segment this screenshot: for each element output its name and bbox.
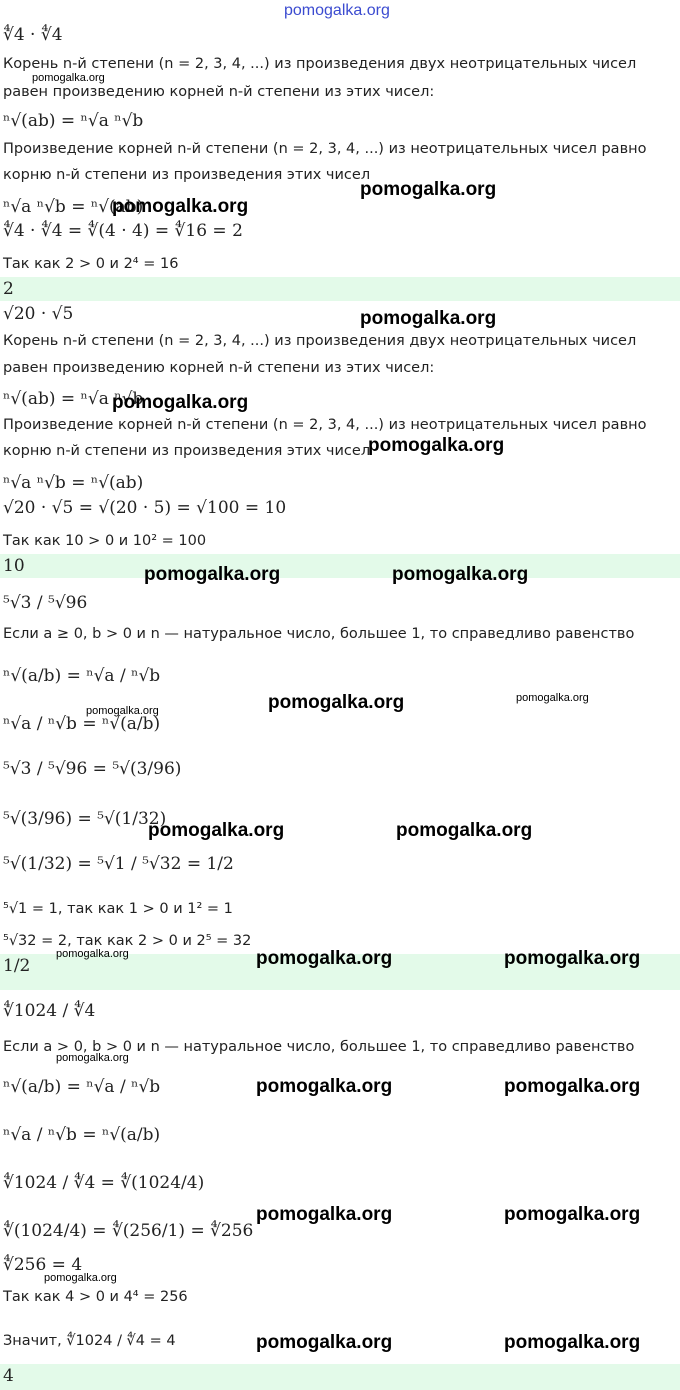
watermark: pomogalka.org: [56, 948, 129, 960]
rule-text: корню n-й степени из произведения этих чисел: [3, 167, 371, 183]
watermark: pomogalka.org: [360, 179, 497, 200]
watermark: pomogalka.org: [144, 564, 281, 585]
expression-3: ⁵√3 / ⁵√96: [3, 593, 88, 613]
formula: ⁿ√(ab) = ⁿ√a ⁿ√b: [3, 389, 144, 409]
rule-text: корню n-й степени из произведения этих чисел: [3, 443, 371, 459]
formula: ⁿ√(a/b) = ⁿ√a / ⁿ√b: [3, 666, 161, 686]
calculation: ⁵√3 / ⁵√96 = ⁵√(3/96): [3, 759, 182, 779]
calculation: √20 · √5 = √(20 · 5) = √100 = 10: [3, 498, 287, 518]
rule-text: Если a ≥ 0, b > 0 и n — натуральное число, большее 1, то справедливо равенство: [3, 626, 635, 642]
rule-text: равен произведению корней n-й степени из этих чисел:: [3, 84, 435, 100]
expression-4: ∜1024 / ∜4: [3, 1001, 96, 1021]
watermark: pomogalka.org: [256, 1204, 393, 1225]
watermark: pomogalka.org: [112, 392, 249, 413]
rule-text: Произведение корней n-й степени (n = 2, 3, 4, ...) из неотрицательных чисел равно: [3, 141, 647, 157]
answer-value: 10: [3, 556, 25, 576]
answer-row: [0, 1364, 680, 1390]
watermark: pomogalka.org: [392, 564, 529, 585]
rule-text: равен произведению корней n-й степени из этих чисел:: [3, 360, 435, 376]
watermark: pomogalka.org: [268, 692, 405, 713]
calculation: ∜4 · ∜4 = ∜(4 · 4) = ∜16 = 2: [3, 221, 243, 241]
check-text: ⁵√32 = 2, так как 2 > 0 и 2⁵ = 32: [3, 933, 252, 949]
rule-text: Корень n-й степени (n = 2, 3, 4, ...) из произведения двух неотрицательных чисел: [3, 56, 637, 72]
calculation: ⁵√(3/96) = ⁵√(1/32): [3, 809, 167, 829]
watermark: pomogalka.org: [256, 1332, 393, 1353]
expression-2: √20 · √5: [3, 304, 74, 324]
watermark: pomogalka.org: [504, 1076, 641, 1097]
formula: ⁿ√a ⁿ√b = ⁿ√(ab): [3, 197, 144, 217]
calculation: ∜256 = 4: [3, 1255, 83, 1275]
calculation: ⁵√(1/32) = ⁵√1 / ⁵√32 = 1/2: [3, 854, 234, 874]
check-text: Так как 4 > 0 и 4⁴ = 256: [3, 1289, 188, 1305]
watermark: pomogalka.org: [368, 435, 505, 456]
watermark: pomogalka.org: [360, 308, 497, 329]
watermark: pomogalka.org: [504, 1204, 641, 1225]
expression-1: ∜4 · ∜4: [3, 25, 63, 45]
check-text: Так как 10 > 0 и 10² = 100: [3, 533, 207, 549]
check-text: Так как 2 > 0 и 2⁴ = 16: [3, 256, 179, 272]
calculation: ∜1024 / ∜4 = ∜(1024/4): [3, 1173, 205, 1193]
watermark: pomogalka.org: [56, 1052, 129, 1064]
watermark: pomogalka.org: [32, 72, 105, 84]
top-watermark: pomogalka.org: [284, 2, 390, 19]
watermark: pomogalka.org: [504, 1332, 641, 1353]
formula: ⁿ√a ⁿ√b = ⁿ√(ab): [3, 473, 144, 493]
answer-row: [0, 554, 680, 578]
formula: ⁿ√a / ⁿ√b = ⁿ√(a/b): [3, 714, 161, 734]
check-text: ⁵√1 = 1, так как 1 > 0 и 1² = 1: [3, 901, 233, 917]
rule-text: Корень n-й степени (n = 2, 3, 4, ...) из произведения двух неотрицательных чисел: [3, 333, 637, 349]
answer-value: 1/2: [3, 956, 31, 976]
answer-row: [0, 277, 680, 301]
watermark: pomogalka.org: [504, 948, 641, 969]
watermark: pomogalka.org: [256, 948, 393, 969]
watermark: pomogalka.org: [516, 692, 589, 704]
answer-value: 4: [3, 1366, 14, 1386]
watermark: pomogalka.org: [112, 196, 249, 217]
watermark: pomogalka.org: [148, 820, 285, 841]
watermark: pomogalka.org: [396, 820, 533, 841]
formula: ⁿ√(a/b) = ⁿ√a / ⁿ√b: [3, 1077, 161, 1097]
formula: ⁿ√(ab) = ⁿ√a ⁿ√b: [3, 111, 144, 131]
rule-text: Если a > 0, b > 0 и n — натуральное число, большее 1, то справедливо равенство: [3, 1039, 635, 1055]
formula: ⁿ√a / ⁿ√b = ⁿ√(a/b): [3, 1125, 161, 1145]
answer-value: 2: [3, 279, 14, 299]
conclusion-text: Значит, ∜1024 / ∜4 = 4: [3, 1333, 176, 1349]
rule-text: Произведение корней n-й степени (n = 2, 3, 4, ...) из неотрицательных чисел равно: [3, 417, 647, 433]
watermark: pomogalka.org: [44, 1272, 117, 1284]
watermark: pomogalka.org: [86, 705, 159, 717]
watermark: pomogalka.org: [256, 1076, 393, 1097]
calculation: ∜(1024/4) = ∜(256/1) = ∜256: [3, 1221, 254, 1241]
